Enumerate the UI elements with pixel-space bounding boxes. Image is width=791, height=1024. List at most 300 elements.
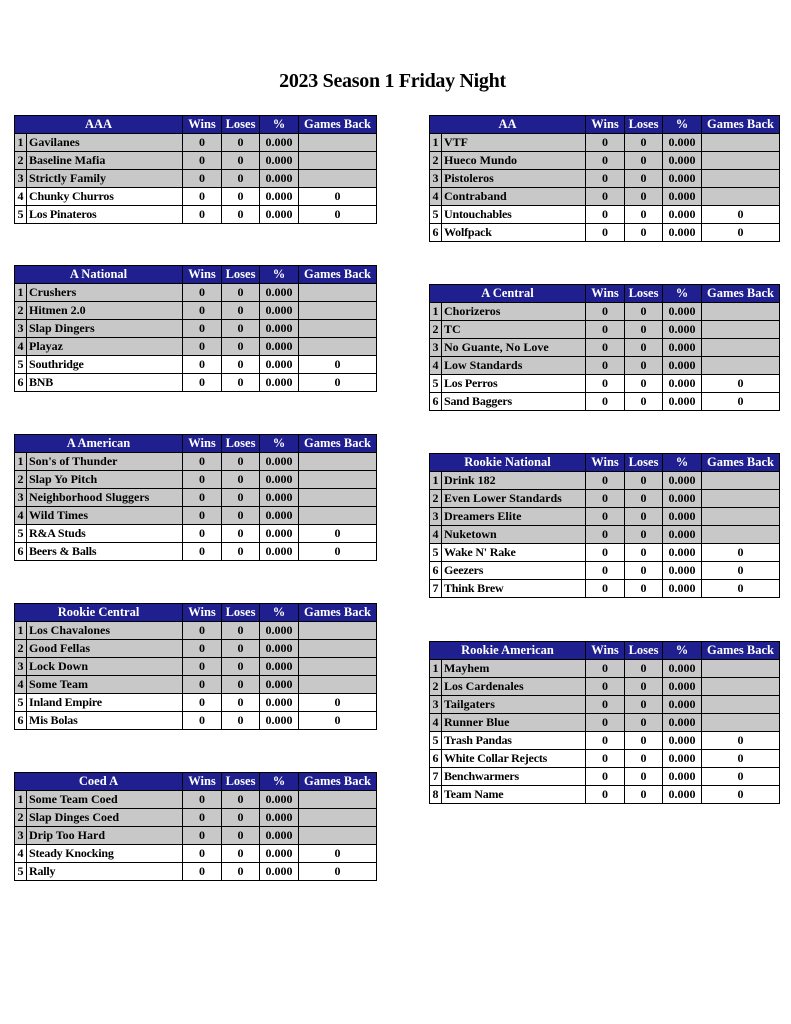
loses-value: 0 — [625, 357, 663, 375]
loses-value: 0 — [625, 750, 663, 768]
games-back-value: 0 — [702, 544, 780, 562]
team-name: Sand Baggers — [442, 393, 586, 411]
loses-value: 0 — [222, 489, 260, 507]
pct-value: 0.000 — [663, 562, 702, 580]
loses-value: 0 — [625, 206, 663, 224]
pct-value: 0.000 — [260, 658, 299, 676]
games-back-value — [299, 622, 377, 640]
games-back-column-header: Games Back — [299, 266, 377, 284]
team-rank: 3 — [430, 508, 442, 526]
standings-table — [429, 641, 780, 804]
team-rank: 2 — [15, 302, 27, 320]
games-back-value — [702, 152, 780, 170]
pct-value: 0.000 — [260, 284, 299, 302]
team-rank: 3 — [15, 658, 27, 676]
wins-value: 0 — [183, 676, 222, 694]
table-header-row — [15, 773, 377, 791]
pct-column-header: % — [663, 285, 702, 303]
team-rank: 6 — [430, 393, 442, 411]
pct-value: 0.000 — [663, 357, 702, 375]
table-row — [430, 768, 780, 786]
team-rank: 4 — [15, 845, 27, 863]
loses-column-header: Loses — [625, 454, 663, 472]
wins-value: 0 — [586, 544, 625, 562]
wins-value: 0 — [183, 374, 222, 392]
team-name: Inland Empire — [27, 694, 183, 712]
division-name-header: A American — [15, 435, 183, 453]
team-rank: 1 — [15, 284, 27, 302]
wins-value: 0 — [586, 660, 625, 678]
table-row — [430, 472, 780, 490]
table-row — [430, 393, 780, 411]
games-back-value: 0 — [299, 188, 377, 206]
wins-value: 0 — [586, 321, 625, 339]
pct-value: 0.000 — [663, 544, 702, 562]
games-back-value — [299, 791, 377, 809]
wins-value: 0 — [183, 507, 222, 525]
pct-value: 0.000 — [663, 768, 702, 786]
loses-value: 0 — [625, 768, 663, 786]
games-back-column-header: Games Back — [702, 642, 780, 660]
team-rank: 6 — [430, 224, 442, 242]
wins-value: 0 — [586, 152, 625, 170]
table-row — [15, 845, 377, 863]
pct-value: 0.000 — [260, 338, 299, 356]
pct-column-header: % — [260, 435, 299, 453]
team-name: Contraband — [442, 188, 586, 206]
wins-value: 0 — [586, 696, 625, 714]
team-name: Dreamers Elite — [442, 508, 586, 526]
pct-value: 0.000 — [663, 303, 702, 321]
loses-value: 0 — [625, 303, 663, 321]
games-back-value: 0 — [299, 356, 377, 374]
table-row — [15, 827, 377, 845]
games-back-value — [702, 472, 780, 490]
team-name: VTF — [442, 134, 586, 152]
table-row — [430, 786, 780, 804]
games-back-value — [299, 507, 377, 525]
loses-value: 0 — [222, 827, 260, 845]
team-rank: 1 — [430, 660, 442, 678]
loses-value: 0 — [222, 374, 260, 392]
wins-value: 0 — [586, 678, 625, 696]
loses-column-header: Loses — [222, 604, 260, 622]
table-row — [430, 750, 780, 768]
division-name-header: AA — [430, 116, 586, 134]
team-rank: 2 — [15, 640, 27, 658]
games-back-value — [299, 809, 377, 827]
team-name: Benchwarmers — [442, 768, 586, 786]
table-header-row — [15, 604, 377, 622]
pct-value: 0.000 — [260, 809, 299, 827]
games-back-column-header: Games Back — [299, 116, 377, 134]
games-back-value: 0 — [702, 768, 780, 786]
table-row — [15, 471, 377, 489]
table-row — [430, 714, 780, 732]
table-header-row — [430, 116, 780, 134]
games-back-value — [299, 640, 377, 658]
loses-value: 0 — [625, 339, 663, 357]
table-row — [15, 712, 377, 730]
wins-value: 0 — [586, 170, 625, 188]
games-back-value — [702, 678, 780, 696]
team-rank: 4 — [15, 676, 27, 694]
loses-value: 0 — [625, 526, 663, 544]
team-name: Runner Blue — [442, 714, 586, 732]
wins-value: 0 — [183, 356, 222, 374]
wins-value: 0 — [183, 302, 222, 320]
table-row — [15, 453, 377, 471]
table-row — [15, 284, 377, 302]
pct-value: 0.000 — [260, 170, 299, 188]
team-rank: 3 — [15, 489, 27, 507]
pct-value: 0.000 — [260, 302, 299, 320]
games-back-value: 0 — [299, 712, 377, 730]
games-back-column-header: Games Back — [299, 435, 377, 453]
loses-value: 0 — [625, 786, 663, 804]
team-name: Drink 182 — [442, 472, 586, 490]
games-back-value: 0 — [702, 786, 780, 804]
table-row — [430, 490, 780, 508]
pct-column-header: % — [663, 454, 702, 472]
loses-value: 0 — [625, 544, 663, 562]
team-rank: 1 — [15, 622, 27, 640]
wins-value: 0 — [586, 786, 625, 804]
team-name: Baseline Mafia — [27, 152, 183, 170]
team-rank: 5 — [15, 694, 27, 712]
team-name: TC — [442, 321, 586, 339]
pct-value: 0.000 — [663, 224, 702, 242]
table-row — [430, 339, 780, 357]
pct-value: 0.000 — [663, 188, 702, 206]
pct-value: 0.000 — [260, 453, 299, 471]
team-name: Some Team Coed — [27, 791, 183, 809]
team-name: Mis Bolas — [27, 712, 183, 730]
table-row — [15, 863, 377, 881]
division-a-american-standings — [14, 434, 377, 561]
games-back-value: 0 — [702, 562, 780, 580]
team-rank: 5 — [430, 206, 442, 224]
table-row — [430, 526, 780, 544]
loses-column-header: Loses — [625, 285, 663, 303]
pct-value: 0.000 — [260, 507, 299, 525]
pct-column-header: % — [260, 266, 299, 284]
loses-column-header: Loses — [222, 435, 260, 453]
team-rank: 6 — [15, 543, 27, 561]
division-name-header: Coed A — [15, 773, 183, 791]
team-rank: 3 — [430, 696, 442, 714]
pct-value: 0.000 — [260, 622, 299, 640]
team-rank: 5 — [15, 206, 27, 224]
team-rank: 5 — [430, 732, 442, 750]
games-back-value — [299, 489, 377, 507]
team-name: Son's of Thunder — [27, 453, 183, 471]
table-row — [15, 302, 377, 320]
loses-value: 0 — [625, 472, 663, 490]
team-rank: 5 — [430, 544, 442, 562]
division-name-header: AAA — [15, 116, 183, 134]
page-title: 2023 Season 1 Friday Night — [279, 70, 506, 92]
team-rank: 3 — [15, 827, 27, 845]
wins-value: 0 — [183, 489, 222, 507]
games-back-value — [702, 490, 780, 508]
table-header-row — [430, 454, 780, 472]
pct-value: 0.000 — [663, 490, 702, 508]
table-row — [430, 321, 780, 339]
wins-value: 0 — [183, 170, 222, 188]
pct-value: 0.000 — [663, 152, 702, 170]
table-row — [15, 489, 377, 507]
table-row — [430, 696, 780, 714]
loses-value: 0 — [625, 188, 663, 206]
loses-value: 0 — [625, 490, 663, 508]
table-row — [430, 562, 780, 580]
team-rank: 2 — [430, 321, 442, 339]
pct-value: 0.000 — [260, 827, 299, 845]
loses-value: 0 — [222, 356, 260, 374]
team-name: R&A Studs — [27, 525, 183, 543]
division-rookie-central-standings — [14, 603, 377, 730]
pct-value: 0.000 — [260, 543, 299, 561]
games-back-value — [299, 320, 377, 338]
loses-value: 0 — [222, 320, 260, 338]
loses-value: 0 — [222, 525, 260, 543]
loses-value: 0 — [222, 134, 260, 152]
loses-value: 0 — [625, 508, 663, 526]
team-rank: 1 — [430, 134, 442, 152]
table-row — [430, 206, 780, 224]
wins-column-header: Wins — [183, 435, 222, 453]
pct-value: 0.000 — [260, 525, 299, 543]
pct-value: 0.000 — [663, 134, 702, 152]
games-back-value — [702, 303, 780, 321]
games-back-value — [299, 302, 377, 320]
pct-value: 0.000 — [663, 339, 702, 357]
wins-value: 0 — [586, 750, 625, 768]
pct-value: 0.000 — [663, 321, 702, 339]
division-name-header: Rookie Central — [15, 604, 183, 622]
pct-value: 0.000 — [260, 134, 299, 152]
loses-value: 0 — [222, 543, 260, 561]
team-rank: 4 — [15, 507, 27, 525]
table-row — [15, 809, 377, 827]
team-rank: 5 — [15, 356, 27, 374]
table-row — [15, 640, 377, 658]
wins-column-header: Wins — [183, 773, 222, 791]
loses-value: 0 — [222, 284, 260, 302]
team-name: Beers & Balls — [27, 543, 183, 561]
team-name: Los Pinateros — [27, 206, 183, 224]
games-back-value — [299, 827, 377, 845]
loses-value: 0 — [625, 393, 663, 411]
games-back-value: 0 — [299, 845, 377, 863]
games-back-value — [702, 357, 780, 375]
team-rank: 6 — [15, 374, 27, 392]
loses-value: 0 — [222, 712, 260, 730]
team-name: White Collar Rejects — [442, 750, 586, 768]
pct-column-header: % — [260, 773, 299, 791]
wins-value: 0 — [183, 863, 222, 881]
loses-value: 0 — [625, 714, 663, 732]
pct-value: 0.000 — [260, 489, 299, 507]
division-rookie-american-standings — [429, 641, 780, 804]
wins-value: 0 — [586, 490, 625, 508]
pct-value: 0.000 — [663, 714, 702, 732]
team-name: Los Perros — [442, 375, 586, 393]
wins-value: 0 — [586, 768, 625, 786]
team-name: Lock Down — [27, 658, 183, 676]
table-row — [430, 224, 780, 242]
pct-value: 0.000 — [260, 694, 299, 712]
team-name: Wild Times — [27, 507, 183, 525]
games-back-value — [702, 339, 780, 357]
pct-value: 0.000 — [260, 676, 299, 694]
team-name: Drip Too Hard — [27, 827, 183, 845]
pct-value: 0.000 — [663, 375, 702, 393]
wins-value: 0 — [183, 827, 222, 845]
division-aa-standings — [429, 115, 780, 242]
team-name: Chunky Churros — [27, 188, 183, 206]
division-a-national-standings — [14, 265, 377, 392]
table-row — [430, 303, 780, 321]
team-rank: 4 — [15, 338, 27, 356]
standings-table — [14, 265, 377, 392]
wins-value: 0 — [586, 188, 625, 206]
wins-value: 0 — [183, 134, 222, 152]
pct-value: 0.000 — [260, 356, 299, 374]
team-name: Hitmen 2.0 — [27, 302, 183, 320]
team-name: Low Standards — [442, 357, 586, 375]
pct-value: 0.000 — [663, 580, 702, 598]
team-rank: 5 — [15, 525, 27, 543]
table-row — [430, 732, 780, 750]
games-back-value — [299, 152, 377, 170]
wins-value: 0 — [183, 694, 222, 712]
table-row — [15, 152, 377, 170]
loses-value: 0 — [222, 507, 260, 525]
pct-value: 0.000 — [663, 170, 702, 188]
standings-table — [429, 284, 780, 411]
table-row — [15, 320, 377, 338]
wins-column-header: Wins — [183, 266, 222, 284]
wins-value: 0 — [183, 809, 222, 827]
games-back-value: 0 — [702, 580, 780, 598]
wins-value: 0 — [586, 134, 625, 152]
team-rank: 4 — [430, 357, 442, 375]
pct-value: 0.000 — [663, 678, 702, 696]
wins-value: 0 — [586, 472, 625, 490]
table-header-row — [430, 285, 780, 303]
loses-column-header: Loses — [625, 642, 663, 660]
pct-value: 0.000 — [260, 471, 299, 489]
games-back-column-header: Games Back — [702, 116, 780, 134]
team-name: Tailgaters — [442, 696, 586, 714]
division-aaa-standings — [14, 115, 377, 224]
games-back-value — [299, 453, 377, 471]
wins-value: 0 — [183, 152, 222, 170]
loses-value: 0 — [625, 375, 663, 393]
pct-column-header: % — [260, 604, 299, 622]
table-row — [15, 543, 377, 561]
wins-value: 0 — [183, 845, 222, 863]
wins-column-header: Wins — [586, 642, 625, 660]
team-name: Even Lower Standards — [442, 490, 586, 508]
team-rank: 1 — [15, 453, 27, 471]
games-back-column-header: Games Back — [702, 285, 780, 303]
team-name: Playaz — [27, 338, 183, 356]
team-rank: 3 — [15, 320, 27, 338]
division-name-header: Rookie National — [430, 454, 586, 472]
games-back-value — [299, 284, 377, 302]
wins-column-header: Wins — [183, 604, 222, 622]
team-rank: 3 — [430, 339, 442, 357]
pct-value: 0.000 — [260, 845, 299, 863]
loses-value: 0 — [625, 696, 663, 714]
team-rank: 1 — [430, 303, 442, 321]
games-back-value — [299, 170, 377, 188]
loses-value: 0 — [222, 791, 260, 809]
games-back-value — [702, 526, 780, 544]
team-name: Pistoleros — [442, 170, 586, 188]
pct-value: 0.000 — [260, 640, 299, 658]
team-rank: 4 — [430, 188, 442, 206]
pct-value: 0.000 — [663, 696, 702, 714]
team-name: Crushers — [27, 284, 183, 302]
team-rank: 2 — [430, 152, 442, 170]
loses-column-header: Loses — [625, 116, 663, 134]
team-name: Good Fellas — [27, 640, 183, 658]
team-name: Nuketown — [442, 526, 586, 544]
games-back-value — [299, 676, 377, 694]
table-row — [15, 791, 377, 809]
table-row — [15, 622, 377, 640]
loses-value: 0 — [625, 152, 663, 170]
games-back-value — [702, 714, 780, 732]
team-rank: 6 — [430, 562, 442, 580]
pct-value: 0.000 — [663, 786, 702, 804]
wins-column-header: Wins — [586, 116, 625, 134]
games-back-value: 0 — [702, 224, 780, 242]
team-name: Strictly Family — [27, 170, 183, 188]
table-row — [430, 580, 780, 598]
team-name: Wolfpack — [442, 224, 586, 242]
team-rank: 2 — [15, 471, 27, 489]
loses-value: 0 — [222, 676, 260, 694]
team-name: Gavilanes — [27, 134, 183, 152]
games-back-value — [299, 338, 377, 356]
wins-value: 0 — [183, 188, 222, 206]
team-name: Wake N' Rake — [442, 544, 586, 562]
games-back-value — [702, 660, 780, 678]
loses-value: 0 — [222, 338, 260, 356]
wins-value: 0 — [586, 339, 625, 357]
games-back-value: 0 — [702, 393, 780, 411]
team-rank: 5 — [15, 863, 27, 881]
loses-value: 0 — [222, 622, 260, 640]
table-row — [15, 356, 377, 374]
pct-value: 0.000 — [663, 206, 702, 224]
games-back-value: 0 — [299, 694, 377, 712]
loses-value: 0 — [222, 863, 260, 881]
wins-value: 0 — [183, 320, 222, 338]
table-header-row — [15, 266, 377, 284]
table-row — [15, 507, 377, 525]
team-rank: 3 — [430, 170, 442, 188]
team-name: Slap Dinges Coed — [27, 809, 183, 827]
team-rank: 6 — [15, 712, 27, 730]
team-name: Neighborhood Sluggers — [27, 489, 183, 507]
loses-value: 0 — [222, 694, 260, 712]
